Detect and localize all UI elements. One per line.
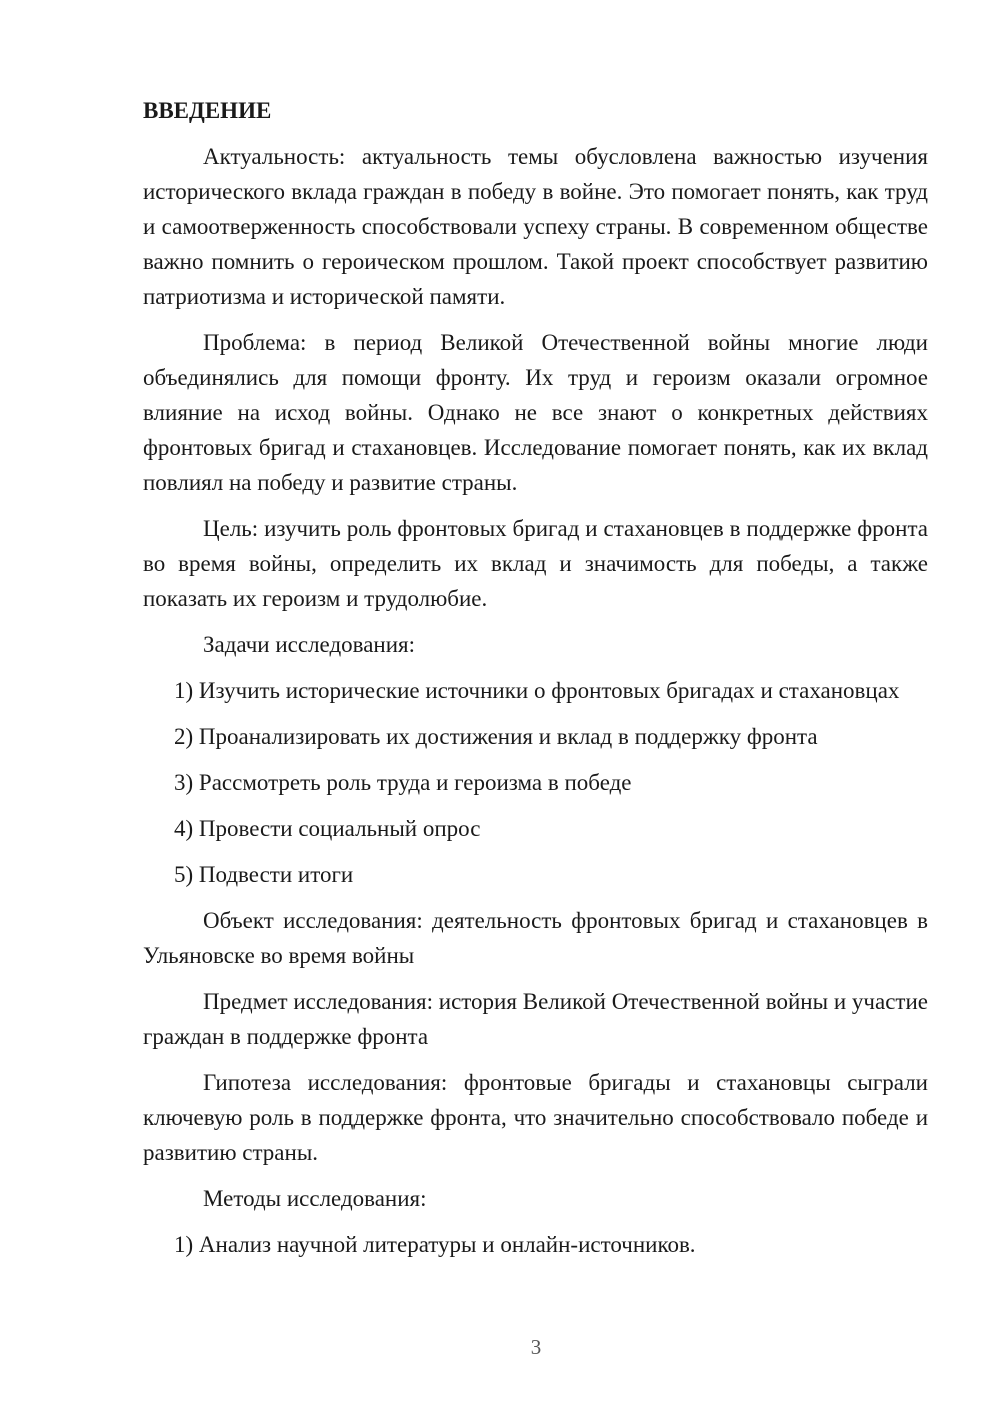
task-item-4: 4) Провести социальный опрос — [174, 816, 481, 841]
task-item-3: 3) Рассмотреть роль труда и героизма в победе — [174, 770, 632, 795]
paragraph-object: Объект исследования: деятельность фронтовых бригад и стахановцев в Ульяновске во время войны — [143, 908, 928, 968]
paragraph-hypothesis: Гипотеза исследования: фронтовые бригады и стахановцы сыграли ключевую роль в поддержке фронта, что значительно способствовало победе и развитию страны. — [143, 1070, 928, 1165]
task-item-1: 1) Изучить исторические источники о фронтовых бригадах и стахановцах — [174, 678, 900, 703]
paragraph-subject: Предмет исследования: история Великой Отечественной войны и участие граждан в поддержке фронта — [143, 989, 928, 1049]
task-item-5: 5) Подвести итоги — [174, 862, 354, 887]
page-content — [143, 93, 928, 1273]
tasks-heading: Задачи исследования: — [203, 632, 416, 657]
paragraph-relevance: Актуальность: актуальность темы обусловлена важностью изучения исторического вклада граждан в победу в войне. Это помогает понять, как труд и самоотверженность способствовали успеху страны. В современном обществе важно помнить о героическом прошлом. Такой проект способствует развитию патриотизма и исторической памяти. — [143, 144, 928, 309]
task-item-2: 2) Проанализировать их достижения и вклад в поддержку фронта — [174, 724, 818, 749]
methods-heading: Методы исследования: — [203, 1186, 427, 1211]
method-item-1: 1) Анализ научной литературы и онлайн-источников. — [174, 1232, 696, 1257]
paragraph-goal: Цель: изучить роль фронтовых бригад и стахановцев в поддержке фронта во время войны, определить их вклад и значимость для победы, а также показать их героизм и трудолюбие. — [143, 516, 928, 611]
page-number: 3 — [530, 1335, 542, 1359]
page-title: ВВЕДЕНИЕ — [143, 98, 272, 123]
paragraph-problem: Проблема: в период Великой Отечественной войны многие люди объединялись для помощи фронту. Их труд и героизм оказали огромное влияние на исход войны. Однако не все знают о конкретных действиях фронтовых бригад и стахановцев. Исследование помогает понять, как их вклад повлиял на победу и развитие страны. — [143, 330, 928, 495]
